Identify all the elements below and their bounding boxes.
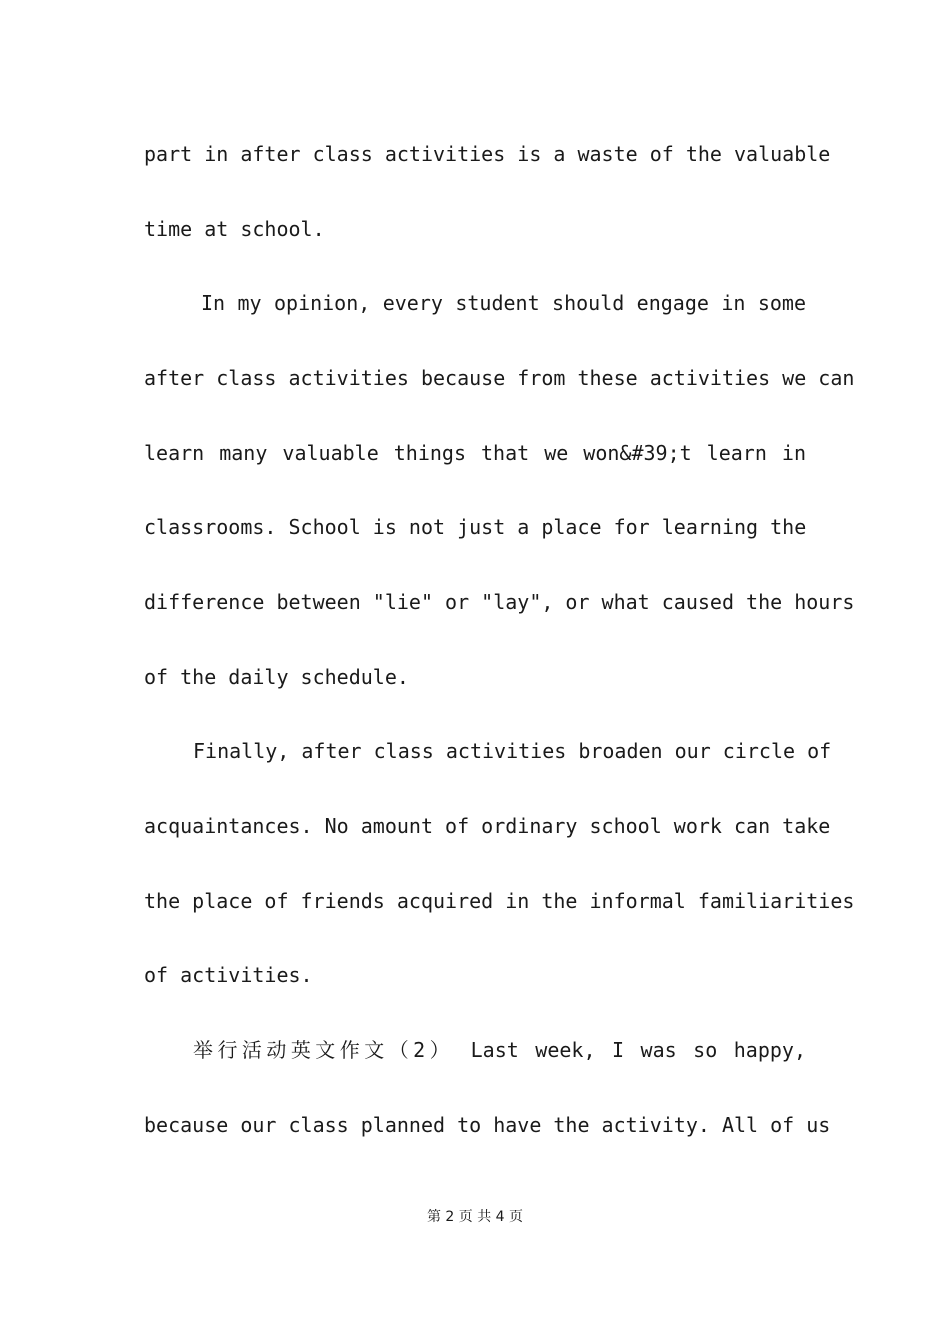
page-number-footer: 第 2 页 共 4 页 [426, 1209, 524, 1225]
paragraph-start-line: Finally, after class activities broaden our circle of [193, 739, 832, 763]
text-line: time at school. [144, 217, 325, 241]
text-line: after class activities because from these activities we can [144, 366, 855, 390]
text-line: classrooms. School is not just a place for learning the [144, 515, 807, 539]
text-line: learn many valuable things that we won&#39;t learn in [144, 441, 806, 465]
text-line: part in after class activities is a waste of the valuable [144, 142, 831, 166]
text-line: because our class planned to have the activity. All of us [144, 1113, 831, 1137]
paragraph-start-line: In my opinion, every student should engage in some [201, 291, 806, 315]
text-line: the place of friends acquired in the informal familiarities [144, 889, 855, 913]
section-heading-line: 举行活动英文作文（2） Last week, I was so happy, [193, 1038, 806, 1062]
text-line: difference between "lie" or "lay", or what caused the hours [144, 590, 855, 614]
text-line: of the daily schedule. [144, 665, 409, 689]
text-line: acquaintances. No amount of ordinary school work can take [144, 814, 831, 838]
text-line: of activities. [144, 963, 313, 987]
